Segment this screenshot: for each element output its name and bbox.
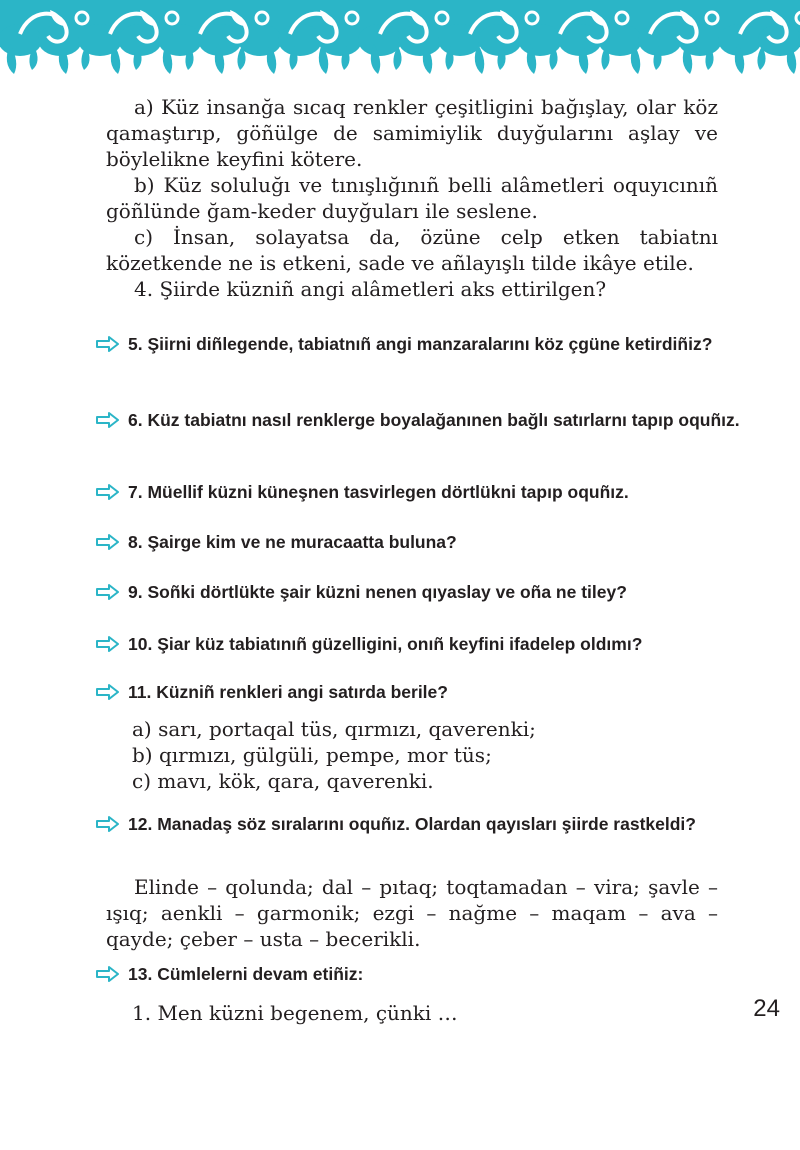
option-b: b) qırmızı, gülgüli, pempe, mor tüs; bbox=[132, 743, 492, 767]
question-text: 6. Küz tabiatnı nasıl renklerge boyalağanınen bağlı satırlarnı tapıp oquñız. bbox=[128, 410, 740, 430]
arrow-right-icon bbox=[96, 580, 126, 604]
question-text: 11. Küzniñ renkleri angi satırda berile? bbox=[128, 682, 448, 702]
option-c: c) mavı, kök, qara, qaverenki. bbox=[132, 769, 434, 793]
arrow-right-icon bbox=[96, 632, 126, 656]
arrow-right-icon bbox=[96, 812, 126, 836]
question-text: 10. Şiar küz tabiatınıñ güzelligini, onıñ keyfini ifadelep oldımı? bbox=[128, 634, 643, 654]
question-text: 13. Cümlelerni devam etiñiz: bbox=[128, 964, 364, 984]
arrow-right-icon bbox=[96, 530, 126, 554]
question-4: 4. Şiirde küzniñ angi alâmetleri aks ettirilgen? bbox=[134, 277, 607, 301]
question-text: 8. Şairge kim ve ne muracaatta buluna? bbox=[128, 532, 457, 552]
arrow-right-icon bbox=[96, 962, 126, 986]
question-text: 7. Müellif küzni küneşnen tasvirlegen dörtlükni tapıp oquñız. bbox=[128, 482, 629, 502]
question-12 bbox=[96, 812, 754, 836]
question-text: 12. Manadaş söz sıralarını oquñız. Olardan qayısları şiirde rastkeldi? bbox=[128, 814, 696, 834]
question-text: 5. Şiirni diñlegende, tabiatnıñ angi manzaralarını köz çgüne ketirdiñiz? bbox=[128, 334, 713, 354]
question-5 bbox=[96, 332, 754, 356]
question-11 bbox=[96, 680, 754, 704]
question-10 bbox=[96, 632, 754, 656]
question-7 bbox=[96, 480, 754, 504]
question-6 bbox=[96, 408, 754, 432]
arrow-right-icon bbox=[96, 332, 126, 356]
paragraph-c: c) İnsan, solayatsa da, özüne celp etken tabiatnı közetkende ne is etkeni, sade ve añlayışlı tilde ikâye etile. bbox=[106, 225, 718, 275]
option-a: a) sarı, portaqal tüs, qırmızı, qaverenki; bbox=[132, 717, 536, 741]
paragraph-b: b) Küz soluluğı ve tınışlığınıñ belli alâmetleri oquyıcınıñ göñlünde ğam-keder duyğuları ile seslene. bbox=[106, 173, 718, 223]
sentence-start: 1. Men küzni begenem, çünki … bbox=[132, 1001, 458, 1025]
question-9 bbox=[96, 580, 754, 604]
arrow-right-icon bbox=[96, 480, 126, 504]
question-text: 9. Soñki dörtlükte şair küzni nenen qıyaslay ve oña ne tiley? bbox=[128, 582, 627, 602]
question-13 bbox=[96, 962, 754, 986]
page-number: 24 bbox=[753, 995, 780, 1022]
arrow-right-icon bbox=[96, 408, 126, 432]
paragraph-a: a) Küz insanğa sıcaq renkler çeşitligini bağışlay, olar köz qamaştırıp, göñülge de samimiylik duyğularını aşlay ve böylelikne keyfini kötere. bbox=[106, 95, 718, 171]
arrow-right-icon bbox=[96, 680, 126, 704]
synonym-rows: Elinde – qolunda; dal – pıtaq; toqtamadan – vira; şavle – ışıq; aenkli – garmonik; ezgi – nağme – maqam – ava – qayde; çeber – usta – becerikli. bbox=[106, 875, 718, 951]
question-8 bbox=[96, 530, 754, 554]
